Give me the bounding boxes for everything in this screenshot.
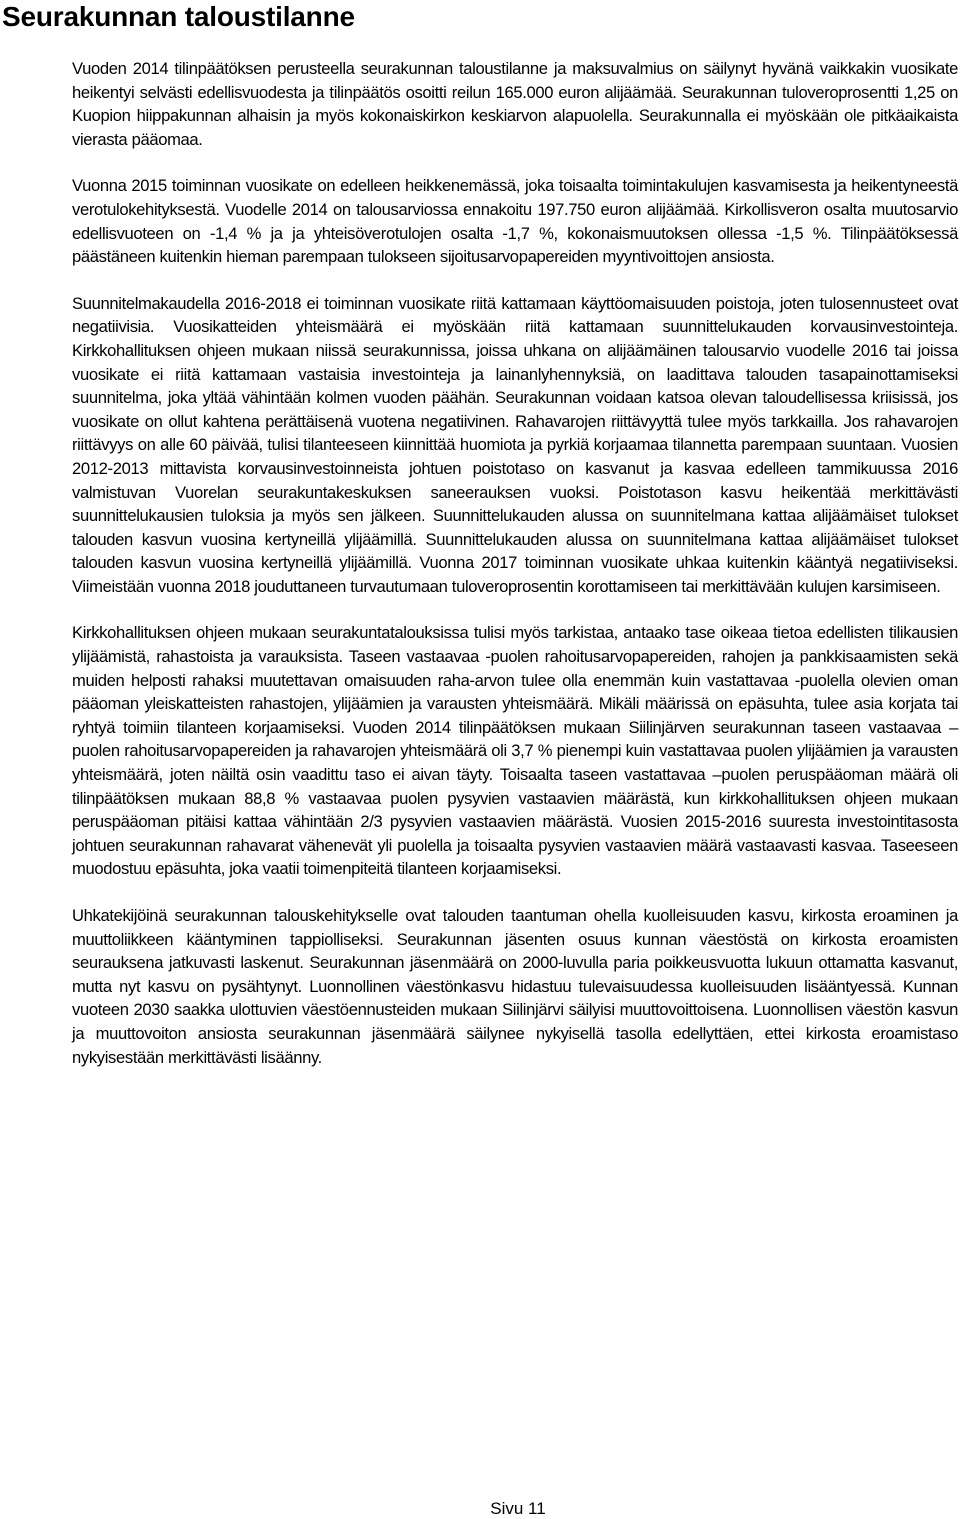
paragraph-financial-status: Vuoden 2014 tilinpäätöksen perusteella seurakunnan taloustilanne ja maksuvalmius on säilynyt hyvänä vaikkakin vuosikate heikentyi selvästi edellisvuodesta ja tilinpäätös osoitti reilun 165.000 euron alijäämää. Seurakunnan tuloveroprosentti 1,25 on Kuopion hiippakunnan alhaisin ja myös kokonaiskirkon keskiarvon alapuolella. Seurakunnalla ei myöskään ole pitkäaikaista vierasta pääomaa. bbox=[72, 59, 958, 149]
paragraph-balance-sheet: Kirkkohallituksen ohjeen mukaan seurakuntatalouksissa tulisi myös tarkistaa, antaako tase oikeaa tietoa edellisten tilikausien ylijäämistä, rahastoista ja varauksista. Taseen vastaavaa -puolen rahoitusarvopapereiden, rahojen ja pankkisaamisten sekä muiden helposti rahaksi muutettavan omaisuuden raha-arvon tulee olla enemmän kuin vastattavaa -puolella olevien oman pääoman yleiskatteisten rahastojen, ylijäämien ja varausten yhteismäärä. Mikäli määrissä on epäsuhta, tulee asia korjata tai ryhtyä toimiin tilanteen korjaamiseksi. Vuoden 2014 tilinpäätöksen mukaan Siilinjärven seurakunnan taseen vastaavaa –puolen rahoitusarvopapereiden ja rahavarojen yhteismäärä oli 3,7 % pienempi kuin vastattavaa puolen ylijäämien ja varausten yhteismäärä, joten näiltä osin vaadittu taso ei aivan täyty. Toisaalta taseen vastattavaa –puolen peruspääoman määrä oli tilinpäätöksen mukaan 88,8 % vastaavaa puolen pysyvien vastaavien määrästä, kun kirkkohallituksen ohjeen mukaan peruspääoman pitäisi kattaa vähintään 2/3 pysyvien vastaavien määrästä. Vuosien 2015-2016 suuresta investointitasosta johtuen seurakunnan rahavarat vähenevät yli puolella ja toisaalta pysyvien vastaavien määrä vastaavasti kasvaa. Taseeseen muodostuu epäsuhta, joka vaatii toimenpiteitä tilanteen korjaamiseksi. bbox=[72, 623, 958, 879]
paragraph-planning-period: Suunnitelmakaudella 2016-2018 ei toiminnan vuosikate riitä kattamaan käyttöomaisuuden poistoja, joten tulosennusteet ovat negatiivisia. Vuosikatteiden yhteismäärä ei myöskään riitä kattamaan suunnittelukauden korvausinvestointeja. Kirkkohallituksen ohjeen mukaan niissä seurakunnissa, joissa uhkana on alijäämäinen talousarvio vuodelle 2016 tai joissa vuosikate ei riitä kattamaan vastaisia investointeja ja lainanlyhennyksiä, on laadittava talouden tasapainottamiseksi suunnitelma, joka yltää vähintään kolmen vuoden päähän. Seurakunnan voidaan katsoa olevan taloudellisessa kriisissä, jos vuosikate on ollut kahtena perättäisenä vuotena negatiivinen. Rahavarojen riittävyyttä tulee myös tarkkailla. Jos rahavarojen riittävyys on alle 60 päivää, tulisi tilanteeseen kiinnittää huomiota ja pyrkiä korjaamaa tilannetta parempaan suuntaan. Vuosien 2012-2013 mittavista korvausinvestoinneista johtuen poistotaso on kasvanut ja kasvaa edelleen tammikuussa 2016 valmistuvan Vuorelan seurakuntakeskuksen saneerauksen vuoksi. Poistotason kasvu heikentää merkittävästi suunnittelukausien tuloksia ja myös sen jälkeen. Suunnittelukauden alussa on suunnitelmana kattaa alijäämäiset tulokset talouden kasvun vuosina kertyneillä ylijäämillä. Suunnittelukauden alussa on suunnitelmana kattaa alijäämäiset tulokset talouden kasvun vuosina kertyneillä ylijäämillä. Vuonna 2017 toiminnan vuosikate uhkaa kuitenkin kääntyä negatiiviseksi. Viimeistään vuonna 2018 jouduttaneen turvautumaan tuloveroprosentin korottamiseen tai merkittävään kulujen karsimiseen. bbox=[72, 293, 958, 596]
paragraph-threats: Uhkatekijöinä seurakunnan talouskehitykselle ovat talouden taantuman ohella kuolleisuuden kasvu, kirkosta eroaminen ja muuttoliikkeen kääntyminen tappiolliseksi. Seurakunnan jäsenten osuus kunnan väestöstä on kirkosta eroamisten seurauksena jatkuvasti laskenut. Seurakunnan jäsenmäärä on 2000-luvulla paria poikkeusvuotta lukuun ottamatta kasvanut, mutta nyt kasvu on pysähtynyt. Luonnollinen väestönkasvu hidastuu tulevaisuudessa kuolleisuuden lisääntyessä. Kunnan vuoteen 2030 saakka ulottuvien väestöennusteiden mukaan Siilinjärvi säilyisi muuttovoittoisena. Luonnollisen väestön kasvun ja muuttovoiton ansiosta seurakunnan jäsenmäärä säilynee nykyisellä tasolla edellyttäen, ettei kirkosta eroamistaso nykyisestään merkittävästi lisäänny. bbox=[72, 906, 958, 1067]
paragraph-2015-outlook: Vuonna 2015 toiminnan vuosikate on edelleen heikkenemässä, joka toisaalta toimintakulujen kasvamisesta ja heikentyneestä verotulokehityksestä. Vuodelle 2014 on talousarviossa ennakoitu 197.750 euron alijäämää. Kirkollisveron osalta muutosarvio edellisvuoteen on -1,4 % ja ja yhteisöverotulojen osalta -1,7 %, kokonaismuutoksen ollessa -1,5 %. Tilinpäätöksessä päästäneen kuitenkin hieman parempaan tulokseen sijoitusarvopapereiden myyntivoittojen ansiosta. bbox=[72, 176, 958, 267]
page-number: Sivu 11 bbox=[490, 1499, 546, 1518]
page-title: Seurakunnan taloustilanne bbox=[2, 1, 355, 32]
document-body bbox=[72, 57, 958, 1092]
